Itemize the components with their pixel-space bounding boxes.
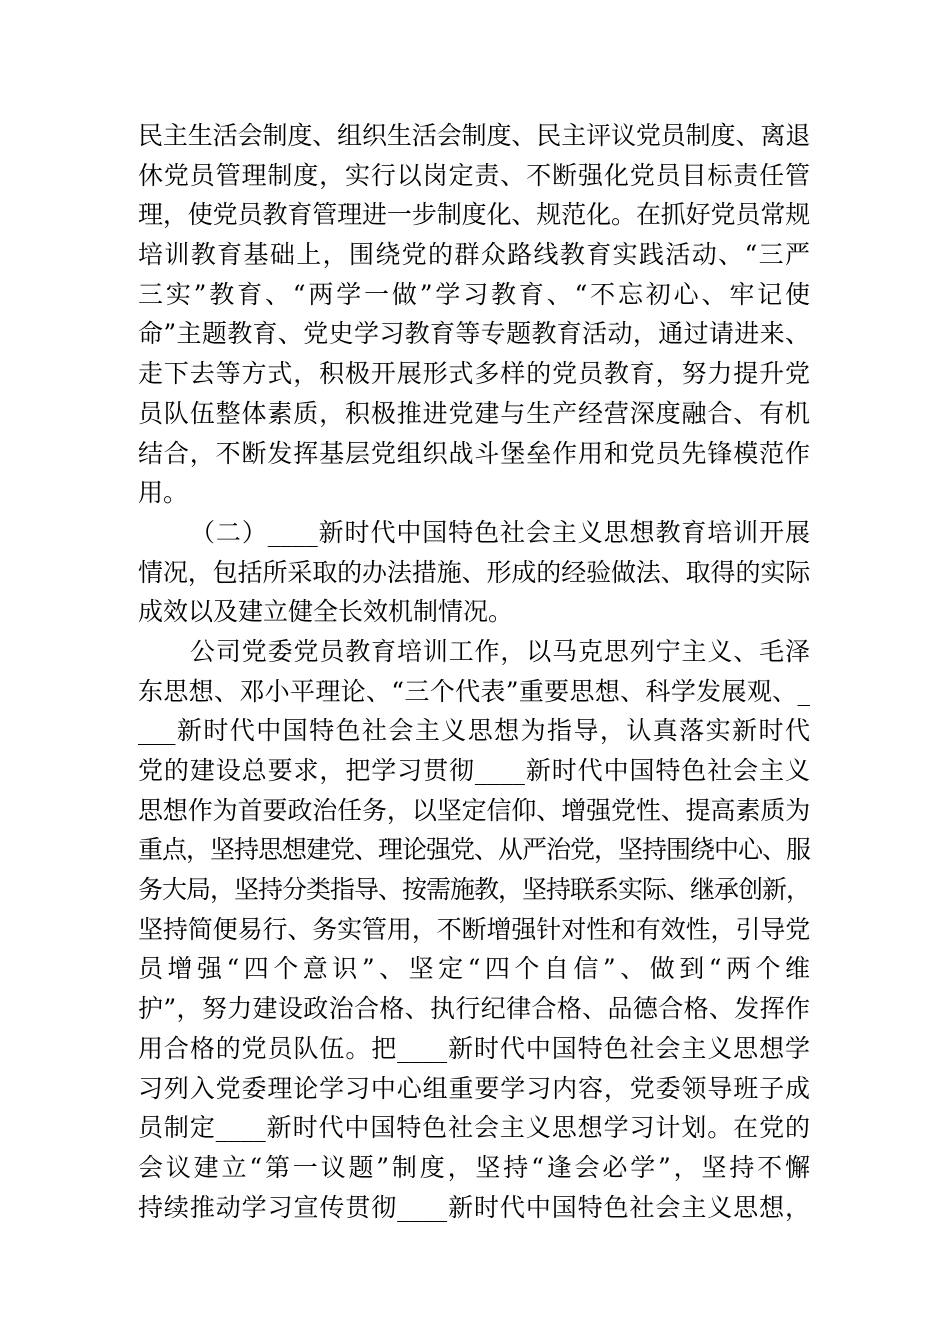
text-line: 理，使党员教育管理进一步制度化、规范化。在抓好党员常规	[138, 200, 810, 230]
text-line: 公司党委党员教育培训工作，以马克思列宁主义、毛泽	[190, 636, 810, 666]
text-line: 用合格的党员队伍。把____新时代中国特色社会主义思想学	[138, 1033, 810, 1063]
text-line: 休党员管理制度，实行以岗定责、不断强化党员目标责任管	[138, 160, 810, 190]
document-page	[138, 116, 810, 1227]
text-line: 用。	[138, 478, 189, 508]
text-line: 结合，不断发挥基层党组织战斗堡垒作用和党员先锋模范作	[138, 438, 810, 468]
text-line: 党的建设总要求，把学习贯彻____新时代中国特色社会主义	[138, 756, 810, 785]
text-line: 员制定____新时代中国特色社会主义思想学习计划。在党的	[138, 1113, 810, 1143]
text-line: 会议建立“第一议题”制度，坚持“逢会必学”，坚持不懈	[138, 1152, 810, 1182]
text-line: 民主生活会制度、组织生活会制度、民主评议党员制度、离退	[138, 121, 810, 150]
text-line: 务大局，坚持分类指导、按需施教，坚持联系实际、继承创新，	[138, 875, 811, 905]
text-line: 东思想、邓小平理论、“三个代表”重要思想、科学发展观、_	[138, 676, 810, 706]
text-line: 情况，包括所采取的办法措施、形成的经验做法、取得的实际	[138, 557, 810, 587]
text-line: 员增强“四个意识”、坚定“四个自信”、做到“两个维	[138, 954, 810, 984]
text-line: 护”，努力建设政治合格、执行纪律合格、品德合格、发挥作	[138, 994, 810, 1024]
text-line: 持续推动学习宣传贯彻____新时代中国特色社会主义思想，	[138, 1192, 810, 1222]
text-line: 员队伍整体素质，积极推进党建与生产经营深度融合、有机	[138, 398, 810, 428]
text-line: 成效以及建立健全长效机制情况。	[138, 597, 514, 627]
text-line: 重点，坚持思想建党、理论强党、从严治党，坚持围绕中心、服	[138, 835, 811, 865]
text-line: 三实”教育、“两学一做”学习教育、“不忘初心、牢记使	[138, 279, 810, 309]
text-line: 思想作为首要政治任务，以坚定信仰、增强党性、提高素质为	[138, 795, 810, 825]
text-line: 走下去等方式，积极开展形式多样的党员教育，努力提升党	[138, 359, 810, 389]
text-line: （二）____新时代中国特色社会主义思想教育培训开展	[190, 517, 810, 547]
text-line: 命”主题教育、党史学习教育等专题教育活动，通过请进来、	[138, 319, 810, 349]
text-line: 培训教育基础上，围绕党的群众路线教育实践活动、“三严	[138, 240, 810, 270]
text-line: 习列入党委理论学习中心组重要学习内容，党委领导班子成	[138, 1073, 810, 1103]
text-line: ___新时代中国特色社会主义思想为指导，认真落实新时代	[138, 716, 810, 746]
text-line: 坚持简便易行、务实管用，不断增强针对性和有效性，引导党	[138, 914, 810, 944]
